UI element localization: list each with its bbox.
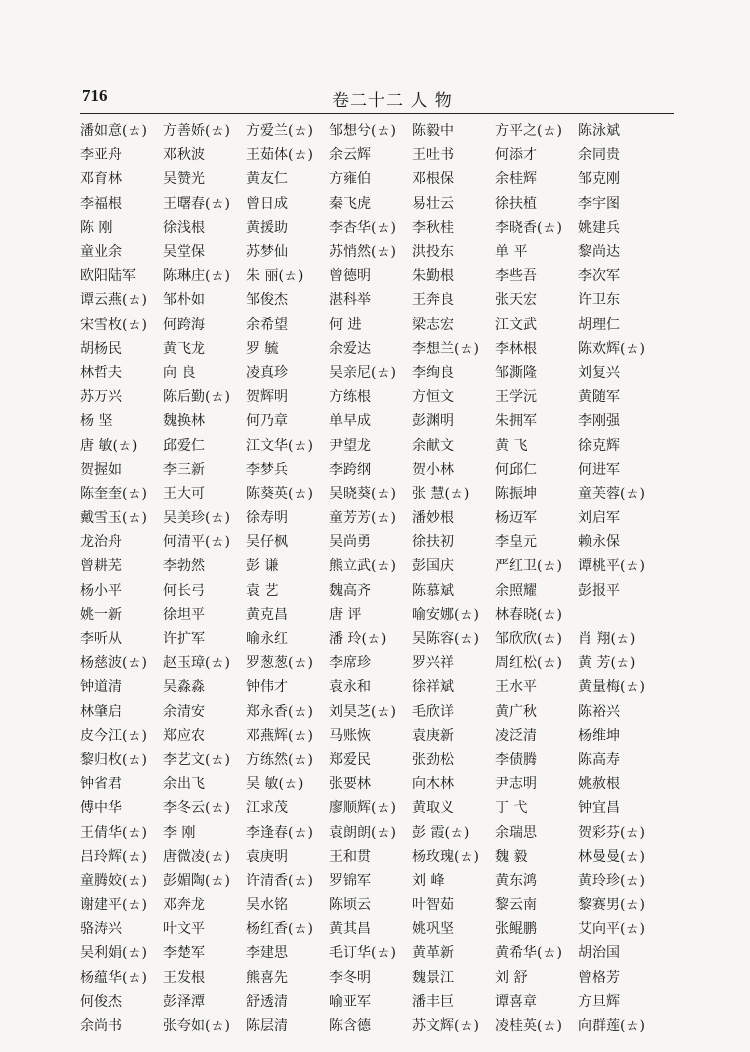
name-entry: 彭泽潭 <box>163 993 205 1010</box>
name-entry: 曾德明 <box>329 268 371 285</box>
name-entry: 喻永红 <box>246 631 288 648</box>
name-entry: 李杏华(ㄊ) <box>329 219 396 236</box>
name-entry: 谭桃平(ㄊ) <box>578 558 645 575</box>
name-entry: 周红松(ㄊ) <box>495 655 562 672</box>
name-entry: 何跨海 <box>163 316 205 333</box>
name-entry: 余献文 <box>412 437 454 454</box>
name-entry: 胡杨民 <box>80 340 122 357</box>
name-entry: 江文武 <box>495 316 537 333</box>
name-list-grid <box>80 119 680 1038</box>
name-entry: 魏换林 <box>163 413 205 430</box>
name-entry: 方练然(ㄊ) <box>246 751 313 768</box>
name-entry: 叶智茹 <box>412 897 454 914</box>
name-entry: 钟宜昌 <box>578 800 620 817</box>
name-entry: 王吐书 <box>412 147 454 164</box>
name-entry: 王大可 <box>163 485 205 502</box>
name-entry: 李梦兵 <box>246 461 288 478</box>
name-entry: 黄量梅(ㄊ) <box>578 679 645 696</box>
name-entry: 曾格芳 <box>578 969 620 986</box>
name-entry: 欧阳陆军 <box>80 268 136 285</box>
name-entry: 李艺文(ㄊ) <box>163 751 230 768</box>
name-entry: 张 慧(ㄊ) <box>412 485 470 502</box>
name-entry: 童芳芳(ㄊ) <box>329 510 396 527</box>
name-entry: 何长弓 <box>163 582 205 599</box>
name-entry: 魏高齐 <box>329 582 371 599</box>
name-entry: 邓秋波 <box>163 147 205 164</box>
name-entry: 宋雪枚(ㄊ) <box>80 316 147 333</box>
name-entry: 李次军 <box>578 268 620 285</box>
name-entry: 黄飞龙 <box>163 340 205 357</box>
name-entry: 朱 丽(ㄊ) <box>246 268 304 285</box>
name-entry: 方善娇(ㄊ) <box>163 123 230 140</box>
name-entry: 罗锦军 <box>329 872 371 889</box>
name-entry: 喻安娜(ㄊ) <box>412 606 479 623</box>
name-entry: 陈琳庄(ㄊ) <box>163 268 230 285</box>
name-entry: 何进军 <box>578 461 620 478</box>
name-entry: 李三新 <box>163 461 205 478</box>
name-entry: 王和贯 <box>329 848 371 865</box>
name-entry: 吕玲辉(ㄊ) <box>80 848 147 865</box>
name-entry: 吴水铭 <box>246 897 288 914</box>
name-entry: 李 刚 <box>163 824 196 841</box>
name-entry: 何添才 <box>495 147 537 164</box>
name-entry: 童芙蓉(ㄊ) <box>578 485 645 502</box>
name-entry: 潘 玲(ㄊ) <box>329 631 387 648</box>
name-entry: 徐祥斌 <box>412 679 454 696</box>
name-entry: 李刚强 <box>578 413 620 430</box>
name-entry: 秦飞虎 <box>329 195 371 212</box>
name-entry: 邓根保 <box>412 171 454 188</box>
name-entry: 刘昊芝(ㄊ) <box>329 703 396 720</box>
name-entry: 余爱达 <box>329 340 371 357</box>
name-entry: 彭国庆 <box>412 558 454 575</box>
name-entry: 郑爱民 <box>329 751 371 768</box>
name-entry: 梁志宏 <box>412 316 454 333</box>
name-entry: 邓育林 <box>80 171 122 188</box>
name-entry: 艾向平(ㄊ) <box>578 921 645 938</box>
name-entry: 魏 毅 <box>495 848 528 865</box>
name-entry: 杨小平 <box>80 582 122 599</box>
name-entry: 向 良 <box>163 364 196 381</box>
name-entry: 毛欣详 <box>412 703 454 720</box>
name-entry: 苏悄然(ㄊ) <box>329 244 396 261</box>
name-entry: 易壮云 <box>412 195 454 212</box>
name-entry: 舒透清 <box>246 993 288 1010</box>
name-entry: 方练根 <box>329 389 371 406</box>
name-entry: 姚一新 <box>80 606 122 623</box>
name-entry: 戴雪玉(ㄊ) <box>80 510 147 527</box>
name-entry: 潘如意(ㄊ) <box>80 123 147 140</box>
name-entry: 唐微凌(ㄊ) <box>163 848 230 865</box>
name-entry: 丁 弋 <box>495 800 528 817</box>
name-entry: 袁庚明 <box>246 848 288 865</box>
name-entry: 余云辉 <box>329 147 371 164</box>
name-entry: 邹朴如 <box>163 292 205 309</box>
name-entry: 吴尚勇 <box>329 534 371 551</box>
name-entry: 吴利娟(ㄊ) <box>80 945 147 962</box>
name-entry: 邹澌隆 <box>495 364 537 381</box>
name-entry: 林哲夫 <box>80 364 122 381</box>
name-entry: 童业余 <box>80 244 122 261</box>
name-entry: 马账恢 <box>329 727 371 744</box>
name-entry: 方恒文 <box>412 389 454 406</box>
running-title: 卷二十二 人 物 <box>332 91 453 111</box>
name-entry: 廖顺辉(ㄊ) <box>329 800 396 817</box>
name-entry: 唐 敏(ㄊ) <box>80 437 138 454</box>
name-entry: 黄克昌 <box>246 606 288 623</box>
name-entry: 张夸如(ㄊ) <box>163 1018 230 1035</box>
name-entry: 邓奔龙 <box>163 897 205 914</box>
name-entry: 黄玲珍(ㄊ) <box>578 872 645 889</box>
name-entry: 魏景江 <box>412 969 454 986</box>
name-entry: 邹俊杰 <box>246 292 288 309</box>
name-entry: 湛科举 <box>329 292 371 309</box>
name-entry: 徐扶植 <box>495 195 537 212</box>
name-entry: 钟伟才 <box>246 679 288 696</box>
name-entry: 郑应农 <box>163 727 205 744</box>
name-entry: 王茹体(ㄊ) <box>246 147 313 164</box>
name-entry: 陈含德 <box>329 1018 371 1035</box>
name-entry: 许清香(ㄊ) <box>246 872 313 889</box>
name-entry: 吴美珍(ㄊ) <box>163 510 230 527</box>
name-entry: 李逢春(ㄊ) <box>246 824 313 841</box>
name-entry: 黎尚达 <box>578 244 620 261</box>
name-entry: 王奔良 <box>412 292 454 309</box>
header-rule <box>80 113 674 114</box>
name-entry: 吴晓葵(ㄊ) <box>329 485 396 502</box>
name-entry: 黄援助 <box>246 219 288 236</box>
name-entry: 杨慈波(ㄊ) <box>80 655 147 672</box>
name-entry: 凌泛清 <box>495 727 537 744</box>
name-entry: 刘复兴 <box>578 364 620 381</box>
name-entry: 杨迈军 <box>495 510 537 527</box>
name-entry: 吴赞光 <box>163 171 205 188</box>
name-entry: 江求茂 <box>246 800 288 817</box>
page-number: 716 <box>82 86 108 105</box>
name-entry: 熊立武(ㄊ) <box>329 558 396 575</box>
name-entry: 方旦辉 <box>578 993 620 1010</box>
name-entry: 余同贵 <box>578 147 620 164</box>
name-entry: 陈奎奎(ㄊ) <box>80 485 147 502</box>
name-entry: 李听从 <box>80 631 122 648</box>
name-entry: 黄广秋 <box>495 703 537 720</box>
name-entry: 黄随军 <box>578 389 620 406</box>
name-entry: 陈后勤(ㄊ) <box>163 389 230 406</box>
name-entry: 凌真珍 <box>246 364 288 381</box>
name-entry: 陈欢辉(ㄊ) <box>578 340 645 357</box>
name-entry: 陈毅中 <box>412 123 454 140</box>
name-entry: 贺小林 <box>412 461 454 478</box>
name-entry: 林曼曼(ㄊ) <box>578 848 645 865</box>
name-entry: 余瑞思 <box>495 824 537 841</box>
name-entry: 陈层清 <box>246 1018 288 1035</box>
name-entry: 李皇元 <box>495 534 537 551</box>
name-entry: 邹欣欣(ㄊ) <box>495 631 562 648</box>
name-entry: 喻亚军 <box>329 993 371 1010</box>
name-entry: 熊喜先 <box>246 969 288 986</box>
name-entry: 李亚舟 <box>80 147 122 164</box>
name-entry: 唐 评 <box>329 606 362 623</box>
name-entry: 余出飞 <box>163 776 205 793</box>
name-entry: 李秋桂 <box>412 219 454 236</box>
name-entry: 何清平(ㄊ) <box>163 534 230 551</box>
name-entry: 李些吾 <box>495 268 537 285</box>
name-entry: 李建思 <box>246 945 288 962</box>
name-entry: 李冬云(ㄊ) <box>163 800 230 817</box>
name-entry: 朱拥军 <box>495 413 537 430</box>
name-entry: 黎赛男(ㄊ) <box>578 897 645 914</box>
name-entry: 吴仔枫 <box>246 534 288 551</box>
name-entry: 黎归枚(ㄊ) <box>80 751 147 768</box>
name-entry: 彭报平 <box>578 582 620 599</box>
name-entry: 李绚良 <box>412 364 454 381</box>
name-entry: 余桂辉 <box>495 171 537 188</box>
name-entry: 胡治国 <box>578 945 620 962</box>
name-entry: 叶文平 <box>163 921 205 938</box>
name-entry: 陈顷云 <box>329 897 371 914</box>
name-entry: 黄其昌 <box>329 921 371 938</box>
name-entry: 张鲲鹏 <box>495 921 537 938</box>
name-entry: 王倩华(ㄊ) <box>80 824 147 841</box>
name-entry: 肖 翔(ㄊ) <box>578 631 636 648</box>
name-entry: 李福根 <box>80 195 122 212</box>
name-entry: 刘 峰 <box>412 872 445 889</box>
name-entry: 毛订华(ㄊ) <box>329 945 396 962</box>
name-entry: 严红卫(ㄊ) <box>495 558 562 575</box>
name-entry: 李勃然 <box>163 558 205 575</box>
name-entry: 罗 毓 <box>246 340 279 357</box>
name-entry: 方爱兰(ㄊ) <box>246 123 313 140</box>
name-entry: 何俊杰 <box>80 993 122 1010</box>
name-entry: 李想兰(ㄊ) <box>412 340 479 357</box>
name-entry: 李席珍 <box>329 655 371 672</box>
name-entry: 杨蕴华(ㄊ) <box>80 969 147 986</box>
name-entry: 姚赦根 <box>578 776 620 793</box>
name-entry: 吴陈容(ㄊ) <box>412 631 479 648</box>
name-entry: 王学沅 <box>495 389 537 406</box>
name-entry: 余清安 <box>163 703 205 720</box>
name-entry: 赖永保 <box>578 534 620 551</box>
name-entry: 李楚军 <box>163 945 205 962</box>
name-entry: 傅中华 <box>80 800 122 817</box>
name-entry: 钟省君 <box>80 776 122 793</box>
name-entry: 方雍伯 <box>329 171 371 188</box>
name-entry: 李宇图 <box>578 195 620 212</box>
name-entry: 杨玫瑰(ㄊ) <box>412 848 479 865</box>
name-entry: 罗兴祥 <box>412 655 454 672</box>
name-entry: 吴 敏(ㄊ) <box>246 776 304 793</box>
name-entry: 邹克刚 <box>578 171 620 188</box>
name-entry: 张天宏 <box>495 292 537 309</box>
name-entry: 单早成 <box>329 413 371 430</box>
name-entry: 向木林 <box>412 776 454 793</box>
name-entry: 曾耕芜 <box>80 558 122 575</box>
name-entry: 余尚书 <box>80 1018 122 1035</box>
name-entry: 徐克辉 <box>578 437 620 454</box>
name-entry: 余照耀 <box>495 582 537 599</box>
name-entry: 邱爱仁 <box>163 437 205 454</box>
name-entry: 王发根 <box>163 969 205 986</box>
name-entry: 贺彩芬(ㄊ) <box>578 824 645 841</box>
name-entry: 苏万兴 <box>80 389 122 406</box>
name-entry: 刘 舒 <box>495 969 528 986</box>
name-entry: 钟道清 <box>80 679 122 696</box>
name-entry: 苏文辉(ㄊ) <box>412 1018 479 1035</box>
name-entry: 李林根 <box>495 340 537 357</box>
name-entry: 何邱仁 <box>495 461 537 478</box>
name-entry: 黄革新 <box>412 945 454 962</box>
name-entry: 黎云南 <box>495 897 537 914</box>
name-entry: 何 进 <box>329 316 362 333</box>
name-entry: 王水平 <box>495 679 537 696</box>
name-entry: 谭云燕(ㄊ) <box>80 292 147 309</box>
name-entry: 徐浅根 <box>163 219 205 236</box>
name-entry: 李晓香(ㄊ) <box>495 219 562 236</box>
name-entry: 姚巩坚 <box>412 921 454 938</box>
name-entry: 张劲松 <box>412 751 454 768</box>
name-entry: 彭 谦 <box>246 558 279 575</box>
name-entry: 许卫东 <box>578 292 620 309</box>
name-entry: 陈慕斌 <box>412 582 454 599</box>
name-entry: 许扩军 <box>163 631 205 648</box>
name-entry: 黄希华(ㄊ) <box>495 945 562 962</box>
name-entry: 徐寿明 <box>246 510 288 527</box>
name-entry: 王曙春(ㄊ) <box>163 195 230 212</box>
name-entry: 何乃章 <box>246 413 288 430</box>
name-entry: 曾日成 <box>246 195 288 212</box>
name-entry: 徐坦平 <box>163 606 205 623</box>
name-entry: 江文华(ㄊ) <box>246 437 313 454</box>
name-entry: 袁 艺 <box>246 582 279 599</box>
name-entry: 袁朗朗(ㄊ) <box>329 824 396 841</box>
name-entry: 吴淼淼 <box>163 679 205 696</box>
name-entry: 林肇启 <box>80 703 122 720</box>
name-entry: 方平之(ㄊ) <box>495 123 562 140</box>
name-entry: 黄 芳(ㄊ) <box>578 655 636 672</box>
name-entry: 彭媚陶(ㄊ) <box>163 872 230 889</box>
name-entry: 刘启军 <box>578 510 620 527</box>
name-entry: 杨 坚 <box>80 413 113 430</box>
name-entry: 陈泳斌 <box>578 123 620 140</box>
name-entry: 李冬明 <box>329 969 371 986</box>
name-entry: 杨维坤 <box>578 727 620 744</box>
name-entry: 潘丰巨 <box>412 993 454 1010</box>
name-entry: 陈高寿 <box>578 751 620 768</box>
name-entry: 单 平 <box>495 244 528 261</box>
name-entry: 吴亲尼(ㄊ) <box>329 364 396 381</box>
name-entry: 贺辉明 <box>246 389 288 406</box>
name-entry: 陈 刚 <box>80 219 113 236</box>
name-entry: 郑永香(ㄊ) <box>246 703 313 720</box>
name-entry: 凌桂英(ㄊ) <box>495 1018 562 1035</box>
name-entry: 黄 飞 <box>495 437 528 454</box>
name-entry: 李债腾 <box>495 751 537 768</box>
name-entry: 徐扶初 <box>412 534 454 551</box>
name-entry: 谭喜章 <box>495 993 537 1010</box>
name-entry: 杨红香(ㄊ) <box>246 921 313 938</box>
name-entry: 赵玉璋(ㄊ) <box>163 655 230 672</box>
name-entry: 骆涛兴 <box>80 921 122 938</box>
name-entry: 彭 霞(ㄊ) <box>412 824 470 841</box>
name-entry: 邓燕辉(ㄊ) <box>246 727 313 744</box>
name-entry: 林春晓(ㄊ) <box>495 606 562 623</box>
name-entry: 潘妙根 <box>412 510 454 527</box>
name-entry: 陈裕兴 <box>578 703 620 720</box>
name-entry: 洪投东 <box>412 244 454 261</box>
name-entry: 贺握如 <box>80 461 122 478</box>
name-entry: 黄东鸿 <box>495 872 537 889</box>
name-entry: 罗葱葱(ㄊ) <box>246 655 313 672</box>
name-entry: 余希望 <box>246 316 288 333</box>
name-entry: 李跨纲 <box>329 461 371 478</box>
name-entry: 袁永和 <box>329 679 371 696</box>
name-entry <box>578 603 678 627</box>
name-entry: 尹志明 <box>495 776 537 793</box>
name-entry: 龙治舟 <box>80 534 122 551</box>
name-entry: 童腾姣(ㄊ) <box>80 872 147 889</box>
name-entry: 彭渊明 <box>412 413 454 430</box>
name-entry: 尹望龙 <box>329 437 371 454</box>
name-entry: 张要林 <box>329 776 371 793</box>
name-entry: 邹想兮(ㄊ) <box>329 123 396 140</box>
name-entry: 吴堂保 <box>163 244 205 261</box>
name-entry: 胡理仁 <box>578 316 620 333</box>
name-entry: 黄友仁 <box>246 171 288 188</box>
name-entry: 黄取义 <box>412 800 454 817</box>
name-entry: 向群莲(ㄊ) <box>578 1018 645 1035</box>
name-entry: 苏梦仙 <box>246 244 288 261</box>
name-entry: 袁庚新 <box>412 727 454 744</box>
name-entry: 姚建兵 <box>578 219 620 236</box>
name-entry: 谢建平(ㄊ) <box>80 897 147 914</box>
name-entry: 皮今江(ㄊ) <box>80 727 147 744</box>
name-entry: 陈葵英(ㄊ) <box>246 485 313 502</box>
name-entry: 陈振坤 <box>495 485 537 502</box>
name-entry: 朱勤根 <box>412 268 454 285</box>
